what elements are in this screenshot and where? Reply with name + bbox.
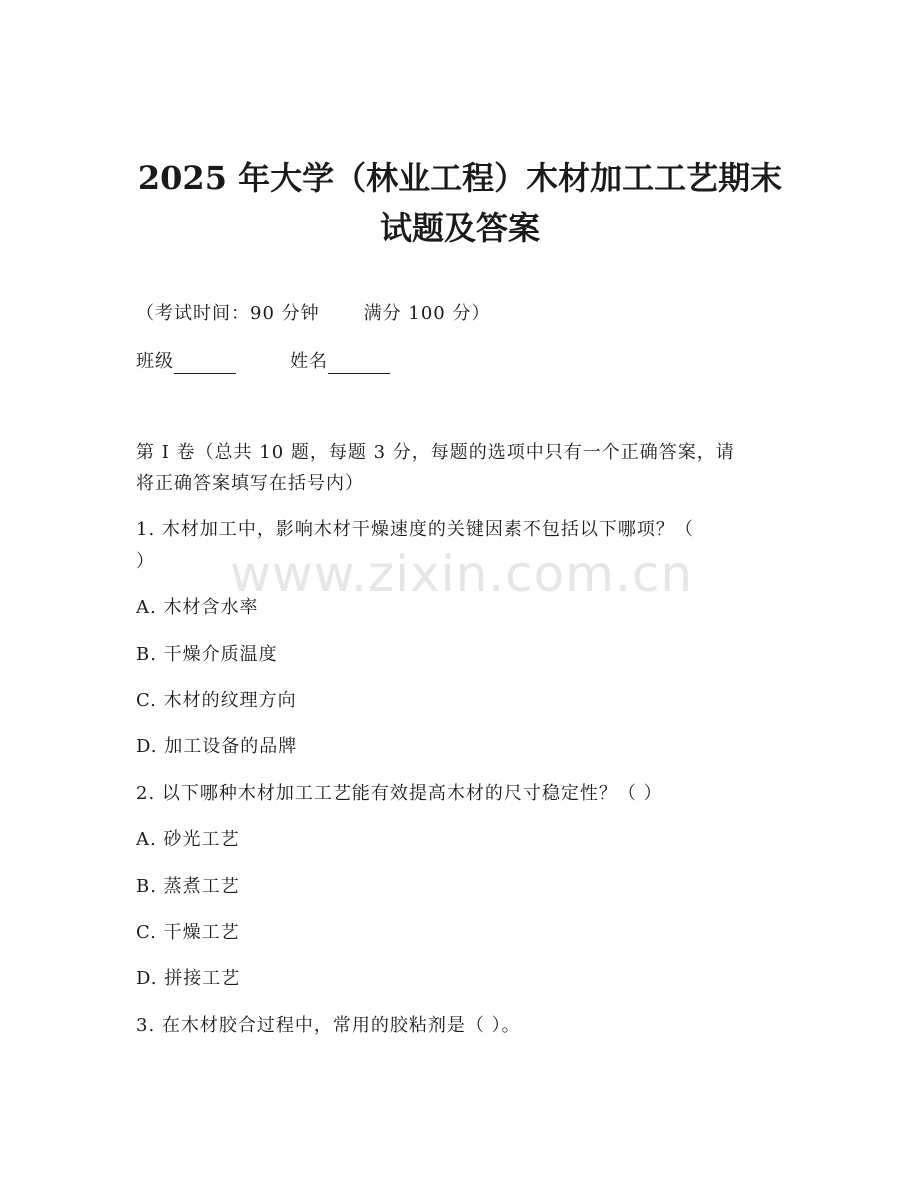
question-2-option-a: A. 砂光工艺 [136, 829, 240, 850]
student-info [136, 350, 390, 374]
document-title-line1: 2025 年大学（林业工程）木材加工工艺期末 [137, 159, 783, 197]
question-2-option-b: B. 蒸煮工艺 [136, 876, 240, 897]
exam-time: （考试时间：90 分钟 [136, 303, 320, 324]
section-instructions-line1: 第 I 卷（总共 10 题，每题 3 分，每题的选项中只有一个正确答案，请 [136, 442, 735, 463]
exam-info [136, 302, 490, 326]
name-blank [328, 355, 390, 374]
question-3-line1: 3. 在木材胶合过程中，常用的胶粘剂是（ ）。 [136, 1015, 521, 1036]
question-1-line2: ） [136, 551, 155, 572]
section-instructions-line2: 将正确答案填写在括号内） [136, 473, 364, 494]
class-blank [174, 355, 236, 374]
class-label: 班级 [136, 351, 174, 372]
question-2-option-d: D. 拼接工艺 [136, 968, 241, 989]
exam-score: 满分 100 分） [363, 303, 491, 324]
question-1-option-c: C. 木材的纹理方向 [136, 690, 297, 711]
question-1-option-a: A. 木材含水率 [136, 597, 259, 618]
document-title-line2: 试题及答案 [379, 209, 540, 247]
name-label: 姓名 [290, 351, 328, 372]
question-1-line1: 1. 木材加工中，影响木材干燥速度的关键因素不包括以下哪项？（ [136, 519, 694, 540]
question-2-line1: 2. 以下哪种木材加工工艺能有效提高木材的尺寸稳定性？（ ） [136, 783, 663, 804]
question-1-option-b: B. 干燥介质温度 [136, 644, 278, 665]
question-2-option-c: C. 干燥工艺 [136, 922, 240, 943]
watermark: www.zixin.com.cn [230, 545, 694, 603]
question-1-option-d: D. 加工设备的品牌 [136, 736, 298, 757]
